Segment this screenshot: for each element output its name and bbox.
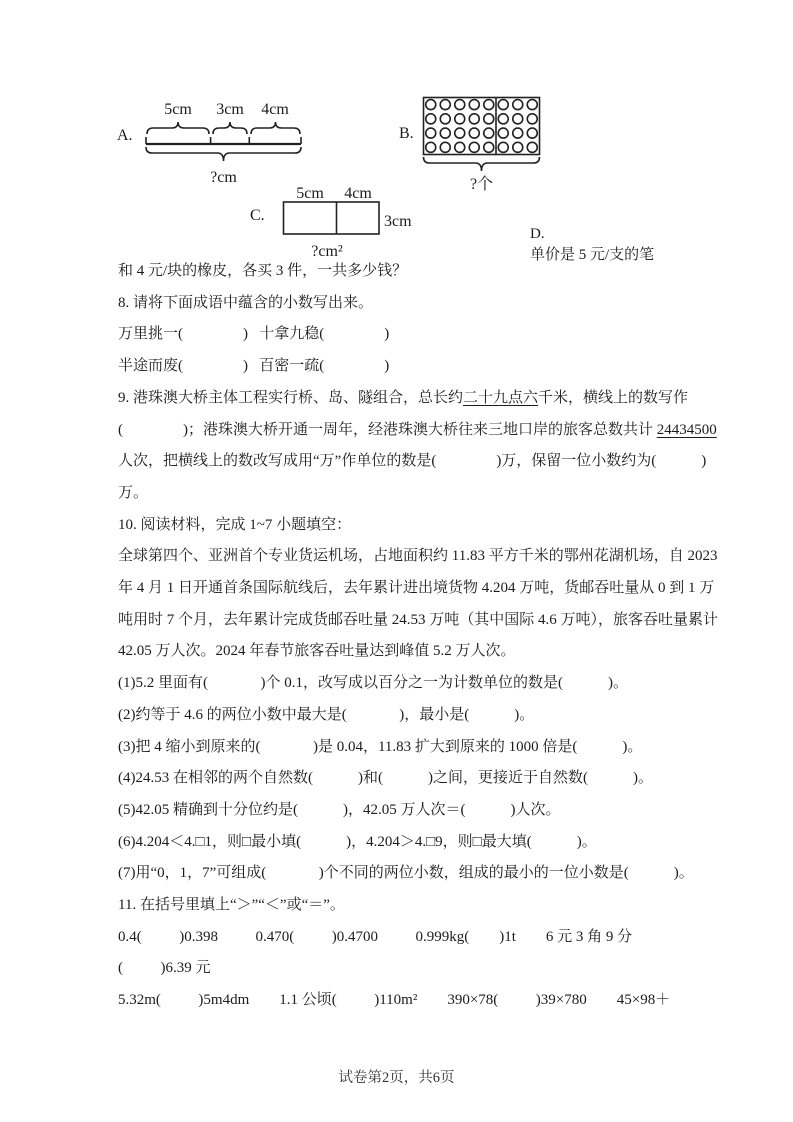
dot bbox=[426, 142, 436, 152]
dot bbox=[440, 114, 450, 124]
q11-title: 11. 在括号里填上“＞”“＜”或“＝”。 bbox=[118, 897, 345, 914]
figure-d-label: D. bbox=[530, 226, 545, 242]
q9-line2-pre: ( )；港珠澳大桥开通一周年，经港珠澳大桥往来三地口岸的旅客总数共计 bbox=[118, 421, 657, 438]
underbrace-count bbox=[424, 157, 540, 171]
q9-line2 bbox=[118, 415, 718, 447]
dot bbox=[527, 100, 537, 110]
q9-line1-post: 千米，横线上的数写作 bbox=[538, 389, 689, 406]
segment-label-3cm: 3cm bbox=[216, 101, 244, 118]
q9-line1 bbox=[118, 383, 718, 415]
q10-item-4: (4)24.53 在相邻的两个自然数( )和( )之间，更接近于自然数( )。 bbox=[118, 770, 653, 787]
q11-compare-row2: ( )6.39 元 bbox=[118, 960, 211, 977]
dot bbox=[469, 114, 479, 124]
q7-continuation-line: 和 4 元/块的橡皮，各买 3 件，一共多少钱？ bbox=[118, 263, 408, 279]
dot bbox=[484, 114, 494, 124]
dot bbox=[484, 142, 494, 152]
q10-title: 10. 阅读材料，完成 1~7 小题填空： bbox=[118, 516, 352, 533]
q10-item-6: (6)4.204＜4.□1，则□最小填( )，4.204＞4.□9，则□最大填( )。 bbox=[118, 833, 597, 850]
q9-line3: 人次，把横线上的数改写成用“万”作单位的数是( )万，保留一位小数约为( ) bbox=[118, 453, 707, 470]
dot bbox=[455, 128, 465, 138]
q10-intro-line4: 42.05 万人次。2024 年春节旅客吞吐量达到峰值 5.2 万人次。 bbox=[118, 643, 516, 660]
q8-title: 8. 请将下面成语中蕴含的小数写出来。 bbox=[118, 294, 374, 311]
rect-label-5cm: 5cm bbox=[296, 185, 324, 202]
dot bbox=[455, 142, 465, 152]
dot-count-label: ?个 bbox=[469, 176, 494, 193]
dot bbox=[513, 128, 523, 138]
q10-item-1: (1)5.2 里面有( )个 0.1，改写成以百分之一为计数单位的数是( )。 bbox=[118, 675, 628, 692]
figure-a-label: A. bbox=[117, 127, 133, 144]
dot bbox=[440, 100, 450, 110]
figure-c-rectangle-diagram bbox=[262, 184, 432, 262]
dot bbox=[469, 100, 479, 110]
dot bbox=[440, 142, 450, 152]
q10-item-5: (5)42.05 精确到十分位约是( )，42.05 万人次＝( )人次。 bbox=[118, 801, 561, 818]
dot-grid bbox=[426, 100, 538, 153]
dot bbox=[484, 128, 494, 138]
dot bbox=[469, 128, 479, 138]
dot bbox=[498, 128, 508, 138]
dot bbox=[455, 100, 465, 110]
dot bbox=[513, 100, 523, 110]
page-number-footer: 试卷第2页，共6页 bbox=[338, 1070, 455, 1086]
q9-line1-underlined-number: 二十九点六 bbox=[463, 389, 539, 406]
dot bbox=[527, 114, 537, 124]
q11-compare-row3: 5.32m( )5m4dm 1.1 公顷( )110m² 390×78( )39×780 45×98＋ bbox=[118, 992, 671, 1009]
segment-label-5cm: 5cm bbox=[164, 101, 192, 118]
q9-line4: 万。 bbox=[118, 484, 149, 501]
rect-label-4cm: 4cm bbox=[344, 185, 372, 202]
q8-blanks-row2: 半途而废( ) 百密一疏( ) bbox=[118, 358, 390, 375]
dot bbox=[498, 114, 508, 124]
q10-intro-line3: 吨用时 7 个月，去年累计完成货邮吞吐量 24.53 万吨（其中国际 4.6 万吨），旅客吞吐量累计 bbox=[118, 611, 719, 628]
q10-item-7: (7)用“0，1，7”可组成( )个不同的两位小数，组成的最小的一位小数是( )。 bbox=[118, 865, 694, 882]
rect-label-3cm: 3cm bbox=[384, 213, 412, 230]
figure-a-segment-diagram bbox=[138, 98, 306, 190]
overbrace-3cm bbox=[213, 122, 247, 134]
dot bbox=[440, 128, 450, 138]
q9-line2-underlined-number: 24434500 bbox=[656, 421, 717, 438]
dot bbox=[513, 114, 523, 124]
dot bbox=[469, 142, 479, 152]
figure-b-dot-grid-diagram bbox=[420, 94, 552, 193]
q8-blanks-row1: 万里挑一( ) 十拿九稳( ) bbox=[118, 326, 390, 343]
dot bbox=[455, 114, 465, 124]
q10-intro-line1: 全球第四个、亚洲首个专业货运机场，占地面积约 11.83 平方千米的鄂州花湖机场，自 2023 bbox=[118, 548, 718, 565]
dot bbox=[498, 142, 508, 152]
q11-compare-row1: 0.4( )0.398 0.470( )0.4700 0.999kg( )1t 6 元 3 角 9 分 bbox=[118, 928, 633, 945]
figure-b-label: B. bbox=[399, 125, 414, 142]
question-body bbox=[118, 256, 718, 1017]
dot bbox=[426, 114, 436, 124]
q9-line1-pre: 9. 港珠澳大桥主体工程实行桥、岛、隧组合，总长约 bbox=[118, 389, 464, 406]
dot bbox=[527, 128, 537, 138]
q10-item-3: (3)把 4 缩小到原来的( )是 0.04，11.83 扩大到原来的 1000 倍是( )。 bbox=[118, 738, 643, 755]
dot bbox=[498, 100, 508, 110]
dot bbox=[527, 142, 537, 152]
underbrace-total bbox=[146, 147, 301, 161]
rect-outline bbox=[284, 202, 380, 234]
figure-d-text: 单价是 5 元/支的笔 bbox=[530, 247, 655, 263]
segment-total-label: ?cm bbox=[210, 169, 237, 186]
overbrace-5cm bbox=[147, 122, 209, 134]
segment-label-4cm: 4cm bbox=[261, 101, 289, 118]
dot bbox=[484, 100, 494, 110]
q10-item-2: (2)约等于 4.6 的两位小数中最大是( )，最小是( )。 bbox=[118, 706, 535, 723]
overbrace-4cm bbox=[251, 122, 300, 134]
dot bbox=[426, 128, 436, 138]
dot bbox=[426, 100, 436, 110]
rect-area-label: ?cm² bbox=[311, 243, 343, 260]
figure-c-label: C. bbox=[250, 207, 265, 224]
q10-intro-line2: 年 4 月 1 日开通首条国际航线后，去年累计进出境货物 4.204 万吨，货邮吞吐量从 0 到 1 万 bbox=[118, 580, 715, 597]
dot bbox=[513, 142, 523, 152]
